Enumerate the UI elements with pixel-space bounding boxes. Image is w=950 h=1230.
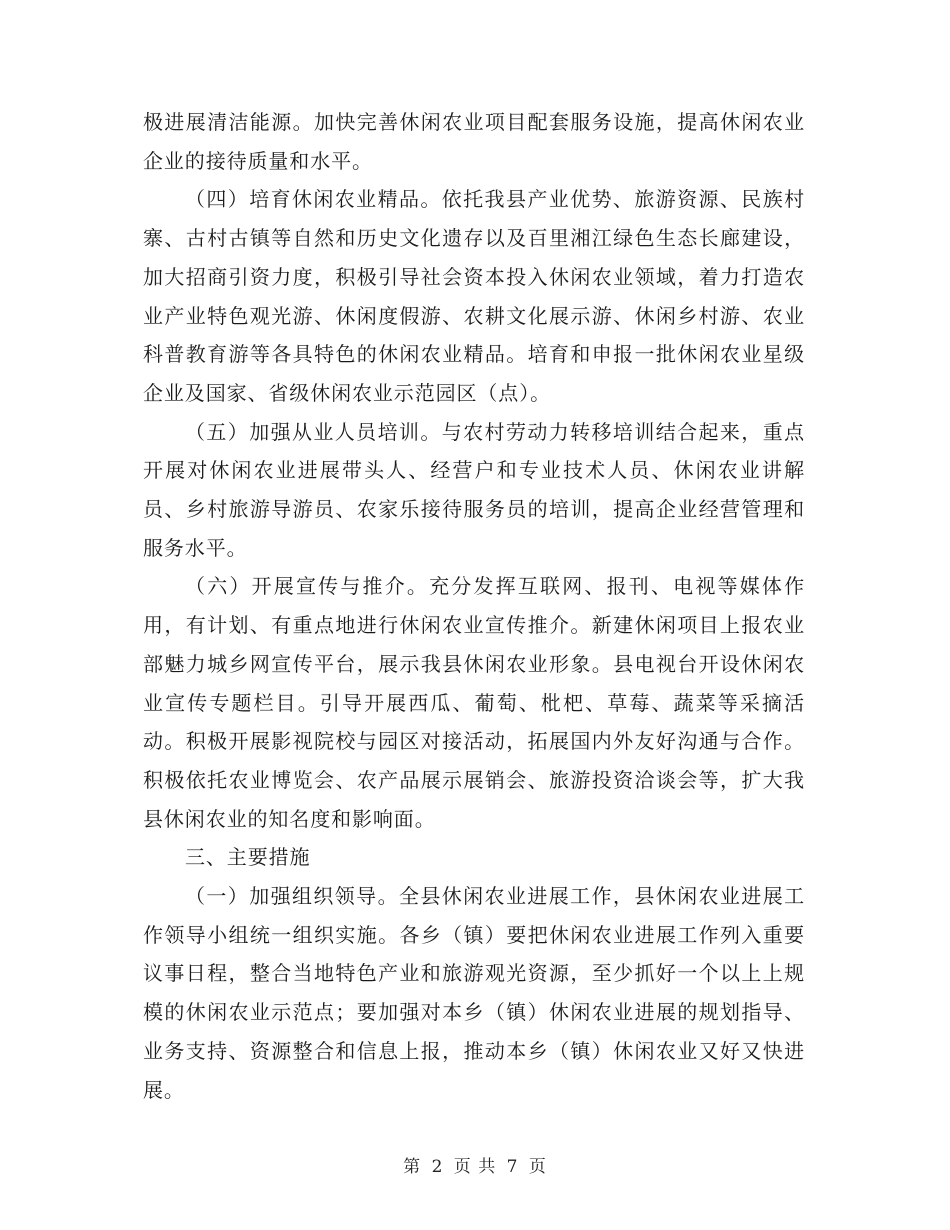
footer-suffix: 页 xyxy=(528,1157,547,1177)
footer-prefix: 第 xyxy=(403,1157,422,1177)
footer-middle: 页 共 xyxy=(453,1157,497,1177)
paragraph-3: （五）加强从业人员培训。与农村劳动力转移培训结合起来，重点开展对休闲农业进展带头人、经营户和专业技术人员、休闲农业讲解员、乡村旅游导游员、农家乐接待服务员的培训，提高企业经营管理和服务水平。 xyxy=(143,419,805,560)
paragraph-1: 极进展清洁能源。加快完善休闲农业项目配套服务设施，提高休闲农业企业的接待质量和水平。 xyxy=(143,110,805,173)
section-heading: 三、主要措施 xyxy=(185,845,311,870)
page-footer xyxy=(0,1152,950,1177)
paragraph-2: （四）培育休闲农业精品。依托我县产业优势、旅游资源、民族村寨、古村古镇等自然和历史文化遗存以及百里湘江绿色生态长廊建设，加大招商引资力度，积极引导社会资本投入休闲农业领域，着力打造农业产业特色观光游、休闲度假游、农耕文化展示游、休闲乡村游、农业科普教育游等各具特色的休闲农业精品。培育和申报一批休闲农业星级企业及国家、省级休闲农业示范园区（点）。 xyxy=(143,187,805,405)
paragraph-4: （六）开展宣传与推介。充分发挥互联网、报刊、电视等媒体作用，有计划、有重点地进行休闲农业宣传推介。新建休闲项目上报农业部魅力城乡网宣传平台，展示我县休闲农业形象。县电视台开设休闲农业宣传专题栏目。引导开展西瓜、葡萄、枇杷、草莓、蔬菜等采摘活动。积极开展影视院校与园区对接活动，拓展国内外友好沟通与合作。积极依托农业博览会、农产品展示展销会、旅游投资洽谈会等，扩大我县休闲农业的知名度和影响面。 xyxy=(143,574,805,831)
footer-total-pages: 7 xyxy=(506,1157,519,1177)
footer-page-number: 2 xyxy=(431,1157,444,1177)
paragraph-5: （一）加强组织领导。全县休闲农业进展工作，县休闲农业进展工作领导小组统一组织实施。各乡（镇）要把休闲农业进展工作列入重要议事日程，整合当地特色产业和旅游观光资源，至少抓好一个以上上规模的休闲农业示范点；要加强对本乡（镇）休闲农业进展的规划指导、业务支持、资源整合和信息上报，推动本乡（镇）休闲农业又好又快进展。 xyxy=(143,884,805,1102)
document-body xyxy=(143,103,805,1109)
